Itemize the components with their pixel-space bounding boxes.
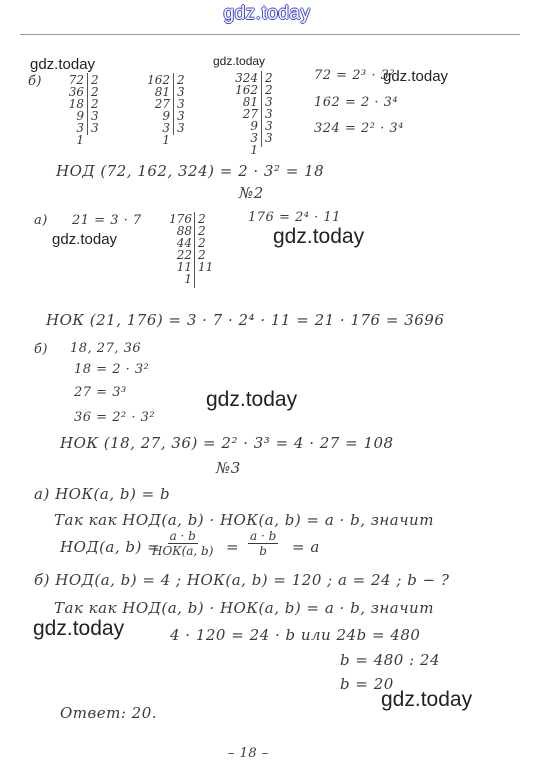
factor-divider — [87, 73, 88, 135]
factor-divider — [194, 212, 195, 288]
factor-column-right: 2 3 3 3 3 — [177, 73, 185, 135]
formula-rhs: = a — [292, 538, 320, 556]
factorization: 21 = 3 · 7 — [72, 213, 142, 228]
factor-column-left: 162 81 27 9 3 1 — [147, 73, 170, 147]
text-line: Так как НОД(a, b) · НОК(a, b) = a · b, значит — [54, 599, 434, 617]
factor-column-right: 2 2 3 3 3 3 — [265, 71, 273, 145]
watermark: gdz.today — [33, 617, 125, 640]
part-label: б) — [28, 74, 43, 89]
equation-line: 4 · 120 = 24 · b или 24b = 480 — [170, 626, 421, 644]
factor-divider — [261, 71, 262, 147]
formula-lhs: НОД(a, b) = — [60, 538, 161, 556]
answer-line: Ответ: 20. — [60, 704, 158, 722]
factorization: 72 = 2³ · 3² — [314, 68, 396, 83]
factor-column-left: 324 162 81 27 9 3 1 — [235, 71, 258, 157]
factor-column-right: 2 2 2 3 3 — [91, 73, 99, 135]
watermark: gdz.today — [383, 68, 449, 85]
equation-line: b = 20 — [340, 675, 394, 693]
factorization: 162 = 2 · 3⁴ — [314, 95, 399, 110]
condition-line: б) НОД(a, b) = 4 ; НОК(a, b) = 120 ; a = 24 ; b − ? — [34, 571, 450, 589]
watermark: gdz.today — [213, 54, 266, 68]
factor-column-left: 72 36 18 9 3 1 — [68, 73, 84, 147]
watermark: gdz.today — [30, 56, 96, 73]
factorization: 27 = 3³ — [74, 385, 127, 400]
task-number: №2 — [239, 184, 264, 202]
page-number: – 18 – — [228, 746, 269, 761]
watermark: gdz.today — [52, 231, 118, 248]
factor-column-right: 2 2 2 2 11 — [198, 212, 214, 274]
site-header: gdz.today — [223, 3, 311, 24]
part-label: б) — [34, 342, 49, 357]
factor-divider — [173, 73, 174, 135]
numbers-line: 18, 27, 36 — [70, 341, 142, 356]
header-divider — [20, 34, 520, 35]
fraction: $\frac{a \cdot b}{b}$ — [250, 529, 277, 558]
result-line: НОД (72, 162, 324) = 2 · 3² = 18 — [56, 162, 325, 180]
result-line: НОК (18, 27, 36) = 2² · 3³ = 4 · 27 = 108 — [60, 434, 394, 452]
factorization: 324 = 2² · 3⁴ — [314, 121, 404, 136]
watermark: gdz.today — [273, 225, 365, 248]
fraction: a · b НОК(a, b) — [152, 529, 214, 558]
part-label: а) — [34, 213, 48, 228]
condition-line: а) НОК(a, b) = b — [34, 485, 171, 503]
factorization: 18 = 2 · 3² — [74, 362, 150, 377]
factor-column-left: 176 88 44 22 11 1 — [169, 212, 192, 286]
text-line: Так как НОД(a, b) · НОК(a, b) = a · b, значит — [54, 511, 434, 529]
factorization: 36 = 2² · 3² — [74, 410, 156, 425]
equation-line: b = 480 : 24 — [340, 651, 441, 669]
task-number: №3 — [216, 459, 241, 477]
result-line: НОК (21, 176) = 3 · 7 · 2⁴ · 11 = 21 · 176 = 3696 — [46, 311, 445, 329]
factorization: 176 = 2⁴ · 11 — [248, 210, 341, 225]
watermark: gdz.today — [381, 688, 473, 711]
watermark: gdz.today — [206, 388, 298, 411]
